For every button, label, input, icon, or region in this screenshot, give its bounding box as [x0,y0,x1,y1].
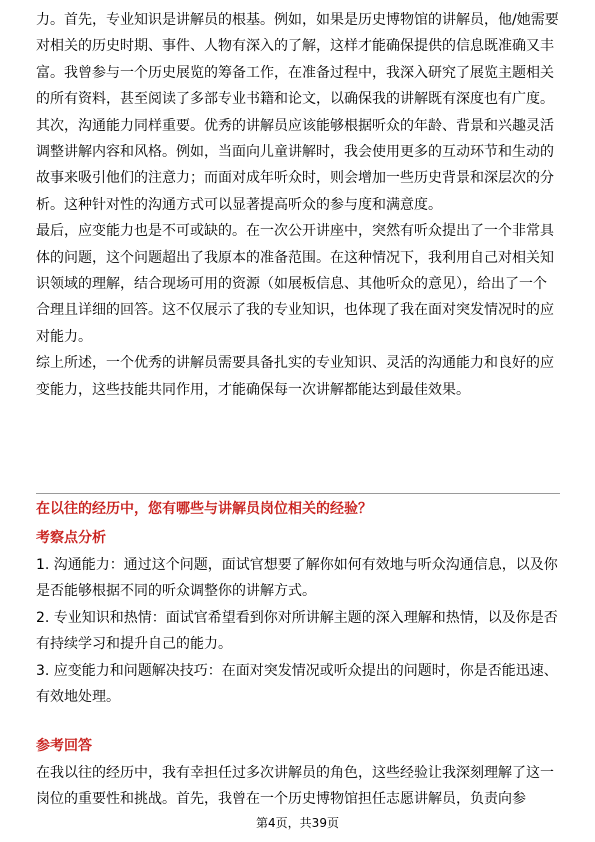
page-number: 第4页，共39页 [256,816,339,830]
paragraph-professional-knowledge: 力。首先，专业知识是讲解员的根基。例如，如果是历史博物馆的讲解员，他/她需要对相关的历史时期、事件、人物有深入的了解，这样才能确保提供的信息既准确又丰富。我曾参与一个历史展览的筹备工作，在准备过程中，我深入研究了展览主题相关的所有资料，甚至阅读了多部专业书籍和论文，以确保我的讲解既有深度也有广度。 [36,12,559,108]
paragraph-adaptability: 最后，应变能力也是不可或缺的。在一次公开讲座中，突然有听众提出了一个非常具体的问题，这个问题超出了我原本的准备范围。在这种情况下，我利用自己对相关知识领域的理解，结合现场可用的资源（如展板信息、其他听众的意见），给出了一个合理且详细的回答。这不仅展示了我的专业知识，也体现了我在面对突发情况时的应对能力。 [36,223,554,345]
analysis-heading: 考察点分析 [36,530,106,546]
paragraph-summary: 综上所述，一个优秀的讲解员需要具备扎实的专业知识、灵活的沟通能力和良好的应变能力，这些技能共同作用，才能确保每一次讲解都能达到最佳效果。 [36,355,554,398]
answer-text: 在我以往的经历中，我有幸担任过多次讲解员的角色，这些经验让我深刻理解了这一岗位的重要性和挑战。首先，我曾在一个历史博物馆担任志愿讲解员，负责向参 [36,765,554,808]
paragraph-communication: 其次，沟通能力同样重要。优秀的讲解员应该能够根据听众的年龄、背景和兴趣灵活调整讲解内容和风格。例如，当面向儿童讲解时，我会使用更多的互动环节和生动的故事来吸引他们的注意力；而面对成年听众时，则会增加一些历史背景和深层次的分析。这种针对性的沟通方式可以显著提高听众的参与度和满意度。 [36,117,554,213]
intro-section [36,7,560,403]
analysis-point-knowledge: 2. 专业知识和热情：面试官希望看到你对所讲解主题的深入理解和热情，以及你是否有持续学习和提升自己的能力。 [36,609,558,653]
analysis-point-communication: 1. 沟通能力：通过这个问题，面试官想要了解你如何有效地与听众沟通信息，以及你是否能够根据不同的听众调整你的讲解方式。 [36,557,558,600]
interview-question: 在以往的经历中，您有哪些与讲解员岗位相关的经验？ [36,501,372,517]
analysis-point-adaptability: 3. 应变能力和问题解决技巧：在面对突发情况或听众提出的问题时，你是否能迅速、有效地处理。 [36,662,558,706]
page-footer [0,815,595,831]
answer-heading: 参考回答 [36,738,92,754]
answer-section [36,760,560,813]
section-divider [36,493,560,494]
analysis-list [36,552,560,710]
